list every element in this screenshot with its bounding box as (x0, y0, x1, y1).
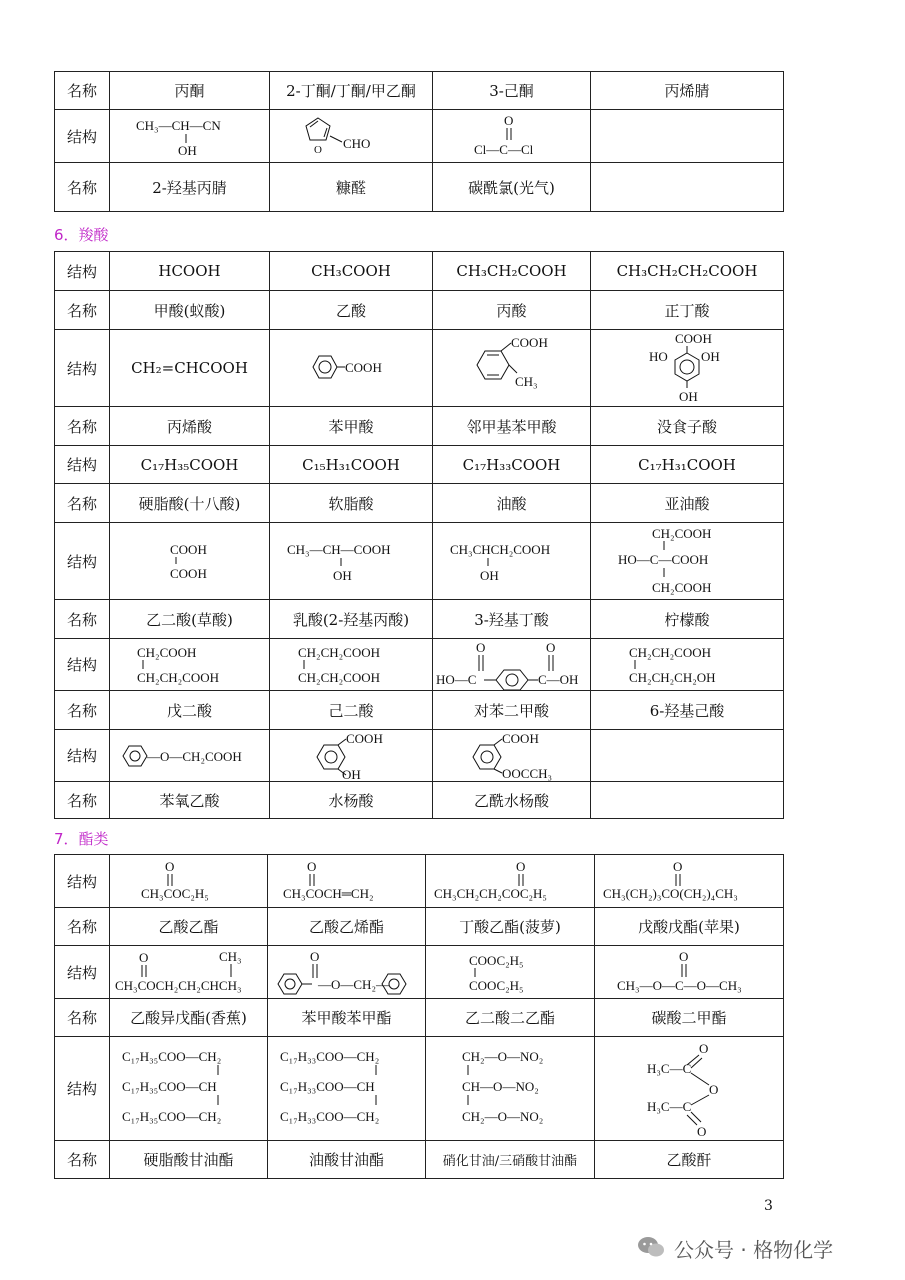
formula: C₁₇H₃₅COOH (110, 446, 270, 484)
svg-text:CH₂—O—NO₂: CH₂—O—NO₂ (462, 1108, 544, 1124)
cell-name: 油酸甘油酯 (268, 1141, 426, 1179)
cell-name: 3-己酮 (433, 72, 591, 110)
cell-name: 正丁酸 (591, 291, 784, 330)
cell-name: 没食子酸 (591, 407, 784, 446)
svg-text:CH₃CH₂CH₂COC₂H₅: CH₃CH₂CH₂COC₂H₅ (434, 886, 547, 901)
svg-text:Cl—C—Cl: Cl—C—Cl (473, 142, 533, 157)
section-title-esters: 7．酯类 (54, 830, 109, 848)
row-label: 结构 (55, 855, 110, 908)
watermark (636, 1230, 886, 1266)
svg-text:CH₃COCH₂CH₂CHCH₃: CH₃COCH₂CH₂CHCH₃ (114, 978, 241, 993)
cell-name: 乙酰水杨酸 (433, 782, 591, 819)
svg-text:—O—CH₂—: —O—CH₂— (317, 977, 389, 992)
cell-name (591, 163, 784, 212)
cell-name: 乙二酸(草酸) (110, 600, 270, 639)
row-label: 名称 (55, 600, 110, 639)
structure-gallic-acid (591, 330, 784, 407)
svg-text:O: O (697, 1123, 707, 1139)
svg-text:H₃C—C: H₃C—C (647, 1098, 692, 1114)
table-row (55, 908, 784, 946)
cell-name: 硬脂酸甘油酯 (110, 1141, 268, 1179)
svg-text:C₁₇H₃₅COO—CH: C₁₇H₃₅COO—CH (121, 1078, 217, 1094)
svg-text:CH₂CH₂COOH: CH₂CH₂COOH (298, 644, 381, 660)
row-label: 名称 (55, 407, 110, 446)
row-label: 结构 (55, 639, 110, 691)
cell-name: 己二酸 (270, 691, 433, 730)
structure-ethyl-acetate (110, 855, 268, 908)
table-row (55, 446, 784, 484)
structure-furfural (270, 110, 433, 163)
cell-name: 乙酸酐 (595, 1141, 784, 1179)
structure-3-hydroxybutyric-acid (433, 523, 591, 600)
svg-text:CH₂CH₂COOH: CH₂CH₂COOH (629, 644, 712, 660)
row-label: 名称 (55, 1141, 110, 1179)
formula: C₁₇H₃₁COOH (591, 446, 784, 484)
cell-name: 碳酰氯(光气) (433, 163, 591, 212)
svg-text:OH: OH (701, 349, 720, 364)
cell-name: 亚油酸 (591, 484, 784, 523)
svg-text:O: O (309, 949, 319, 964)
svg-text:C₁₇H₃₃COO—CH: C₁₇H₃₃COO—CH (279, 1078, 375, 1094)
svg-text:OOCCH₃: OOCCH₃ (501, 765, 552, 781)
svg-text:O: O (475, 639, 485, 655)
cell-name: 3-羟基丁酸 (433, 600, 591, 639)
table-row (55, 1037, 784, 1141)
svg-text:O: O (699, 1040, 709, 1056)
row-label: 名称 (55, 72, 110, 110)
formula: CH₃COOH (270, 252, 433, 291)
structure-empty (591, 110, 784, 163)
svg-text:CH₂COOH: CH₂COOH (652, 580, 712, 595)
cell-name: 甲酸(蚁酸) (110, 291, 270, 330)
structure-phosgene (433, 110, 591, 163)
cell-name: 碳酸二甲酯 (595, 999, 784, 1037)
row-label: 结构 (55, 252, 110, 291)
svg-text:O: O (314, 144, 322, 156)
row-label: 结构 (55, 110, 110, 163)
svg-text:C₁₇H₃₅COO—CH₂: C₁₇H₃₅COO—CH₂ (121, 1048, 221, 1064)
cell-name: 邻甲基苯甲酸 (433, 407, 591, 446)
cell-name: 乳酸(2-羟基丙酸) (270, 600, 433, 639)
svg-text:COOH: COOH (346, 730, 383, 746)
structure-glyceryl-oleate (268, 1037, 426, 1141)
formula: HCOOH (110, 252, 270, 291)
svg-text:C₁₇H₃₅COO—CH₂: C₁₇H₃₅COO—CH₂ (121, 1108, 221, 1124)
svg-text:HO—C: HO—C (435, 671, 476, 687)
cell-name: 丁酸乙酯(菠萝) (426, 908, 595, 946)
cell-name: 乙酸乙酯 (110, 908, 268, 946)
svg-text:CH₂—O—NO₂: CH₂—O—NO₂ (462, 1048, 544, 1064)
cell-name: 2-丁酮/丁酮/甲乙酮 (270, 72, 433, 110)
cell-name: 戊二酸 (110, 691, 270, 730)
cell-name: 软脂酸 (270, 484, 433, 523)
structure-aspirin (433, 730, 591, 782)
formula: C₁₅H₃₁COOH (270, 446, 433, 484)
svg-text:O: O (673, 859, 683, 874)
table-row (55, 999, 784, 1037)
svg-text:CH₃CHCH₂COOH: CH₃CHCH₂COOH (449, 542, 550, 557)
svg-text:O: O (679, 949, 689, 964)
cell-name: 2-羟基丙腈 (110, 163, 270, 212)
table-row (55, 782, 784, 819)
structure-isoamyl-acetate (110, 946, 268, 999)
svg-text:O: O (709, 1081, 719, 1097)
structure-amyl-valerate (595, 855, 784, 908)
structure-nitroglycerin (426, 1037, 595, 1141)
svg-text:CH₃: CH₃ (514, 374, 538, 389)
structure-citric-acid (591, 523, 784, 600)
cell-name: 戊酸戊酯(苹果) (595, 908, 784, 946)
structure-dimethyl-carbonate (595, 946, 784, 999)
svg-text:CH₂COOH: CH₂COOH (136, 644, 196, 660)
wechat-icon (636, 1234, 666, 1260)
svg-text:O: O (138, 950, 148, 965)
svg-text:COOH: COOH (510, 335, 548, 350)
table-row (55, 407, 784, 446)
cell-name: 乙二酸二乙酯 (426, 999, 595, 1037)
cell-name: 丙酮 (110, 72, 270, 110)
cell-name: 硝化甘油/三硝酸甘油酯 (426, 1141, 595, 1179)
table-row (55, 946, 784, 999)
row-label: 名称 (55, 999, 110, 1037)
svg-text:COOH: COOH (169, 566, 207, 581)
row-label: 名称 (55, 691, 110, 730)
svg-text:COOH: COOH (501, 730, 539, 746)
row-label: 结构 (55, 946, 110, 999)
table-carboxylic-acids (54, 251, 784, 819)
svg-text:CH₃—CH—COOH: CH₃—CH—COOH (287, 542, 391, 557)
formula: CH₃CH₂CH₂COOH (591, 252, 784, 291)
svg-text:COOC₂H₅: COOC₂H₅ (469, 978, 524, 993)
structure-benzyl-benzoate (268, 946, 426, 999)
watermark-text: 公众号 · 格物化学 (674, 1238, 834, 1262)
formula: CH₂=CHCOOH (110, 330, 270, 407)
structure-6-hydroxyhexanoic-acid (591, 639, 784, 691)
cell-name: 水杨酸 (270, 782, 433, 819)
table-row (55, 639, 784, 691)
structure-phenoxyacetic-acid (110, 730, 270, 782)
svg-text:CH₃—CH—CN: CH₃—CH—CN (135, 118, 221, 133)
svg-text:CHO: CHO (343, 136, 371, 151)
formula: CH₃CH₂COOH (433, 252, 591, 291)
svg-text:CH₃—O—C—O—CH₃: CH₃—O—C—O—CH₃ (617, 978, 742, 993)
cell-name: 丙烯腈 (591, 72, 784, 110)
svg-text:O: O (545, 639, 555, 655)
table-row (55, 163, 784, 212)
svg-text:C₁₇H₃₃COO—CH₂: C₁₇H₃₃COO—CH₂ (279, 1048, 379, 1064)
table-row (55, 855, 784, 908)
row-label: 结构 (55, 523, 110, 600)
svg-text:CH₂CH₂COOH: CH₂CH₂COOH (136, 669, 219, 685)
page-number: 3 (764, 1198, 773, 1214)
table-row (55, 523, 784, 600)
row-label: 名称 (55, 291, 110, 330)
svg-text:CH₂CH₂COOH: CH₂CH₂COOH (298, 669, 381, 685)
structure-glutaric-acid (110, 639, 270, 691)
cell-name: 苯氧乙酸 (110, 782, 270, 819)
cell-name: 硬脂酸(十八酸) (110, 484, 270, 523)
table-row (55, 72, 784, 110)
structure-adipic-acid (270, 639, 433, 691)
cell-name: 对苯二甲酸 (433, 691, 591, 730)
cell-name: 乙酸异戊酯(香蕉) (110, 999, 268, 1037)
svg-text:COOH: COOH (345, 360, 382, 375)
svg-text:COOH: COOH (675, 331, 712, 346)
structure-oxalic-acid (110, 523, 270, 600)
svg-text:OH: OH (679, 389, 698, 404)
cell-name: 6-羟基己酸 (591, 691, 784, 730)
section-title-carboxylic-acids: 6．羧酸 (54, 226, 109, 244)
svg-text:H₃C—C: H₃C—C (647, 1060, 692, 1076)
formula: C₁₇H₃₃COOH (433, 446, 591, 484)
structure-ethyl-butyrate (426, 855, 595, 908)
table-row (55, 484, 784, 523)
svg-text:CH₂COOH: CH₂COOH (652, 526, 712, 541)
svg-text:OH: OH (479, 568, 499, 583)
structure-lactic-acid (270, 523, 433, 600)
table-row (55, 291, 784, 330)
svg-text:HO—C—COOH: HO—C—COOH (618, 552, 709, 567)
table-ketones-nitriles (54, 71, 784, 212)
cell-name: 丙烯酸 (110, 407, 270, 446)
structure-benzoic-acid (270, 330, 433, 407)
structure-acetic-anhydride (595, 1037, 784, 1141)
svg-text:CH₂CH₂CH₂OH: CH₂CH₂CH₂OH (629, 669, 716, 685)
row-label: 名称 (55, 484, 110, 523)
svg-text:CH₃: CH₃ (218, 949, 242, 964)
structure-2-hydroxypropionitrile (110, 110, 270, 163)
structure-glyceryl-stearate (110, 1037, 268, 1141)
row-label: 名称 (55, 908, 110, 946)
table-row (55, 691, 784, 730)
svg-text:COOC₂H₅: COOC₂H₅ (469, 953, 524, 968)
table-row (55, 1141, 784, 1179)
svg-text:C—OH: C—OH (537, 671, 578, 687)
svg-text:O: O (306, 859, 316, 874)
cell-name: 乙酸乙烯酯 (268, 908, 426, 946)
structure-o-toluic-acid (433, 330, 591, 407)
svg-text:C₁₇H₃₃COO—CH₂: C₁₇H₃₃COO—CH₂ (279, 1108, 379, 1124)
cell-name: 苯甲酸 (270, 407, 433, 446)
svg-text:O: O (516, 859, 526, 874)
row-label: 名称 (55, 782, 110, 819)
svg-text:CH—O—NO₂: CH—O—NO₂ (462, 1078, 539, 1094)
structure-vinyl-acetate (268, 855, 426, 908)
svg-text:OH: OH (177, 143, 197, 158)
table-esters (54, 854, 784, 1179)
table-row (55, 110, 784, 163)
svg-text:HO: HO (649, 349, 668, 364)
table-row (55, 600, 784, 639)
cell-name: 乙酸 (270, 291, 433, 330)
structure-terephthalic-acid (433, 639, 591, 691)
svg-text:CH₃COCH═CH₂: CH₃COCH═CH₂ (282, 886, 374, 901)
cell-name: 糠醛 (270, 163, 433, 212)
table-row (55, 330, 784, 407)
row-label: 结构 (55, 330, 110, 407)
svg-text:OH: OH (342, 766, 361, 781)
row-label: 结构 (55, 446, 110, 484)
table-row (55, 252, 784, 291)
svg-text:OH: OH (333, 568, 352, 583)
structure-salicylic-acid (270, 730, 433, 782)
row-label: 结构 (55, 1037, 110, 1141)
svg-text:O: O (164, 859, 174, 874)
cell-name: 油酸 (433, 484, 591, 523)
structure-diethyl-oxalate (426, 946, 595, 999)
cell-name: 苯甲酸苯甲酯 (268, 999, 426, 1037)
svg-text:CH₃(CH₂)₃CO(CH₂)₄CH₃: CH₃(CH₂)₃CO(CH₂)₄CH₃ (603, 886, 738, 901)
structure-empty (591, 730, 784, 782)
cell-name: 柠檬酸 (591, 600, 784, 639)
svg-text:—O—CH₂COOH: —O—CH₂COOH (146, 748, 242, 764)
svg-text:O: O (503, 113, 513, 128)
row-label: 名称 (55, 163, 110, 212)
cell-name (591, 782, 784, 819)
svg-text:COOH: COOH (169, 542, 207, 557)
table-row (55, 730, 784, 782)
svg-text:CH₃COC₂H₅: CH₃COC₂H₅ (140, 886, 209, 901)
row-label: 结构 (55, 730, 110, 782)
cell-name: 丙酸 (433, 291, 591, 330)
